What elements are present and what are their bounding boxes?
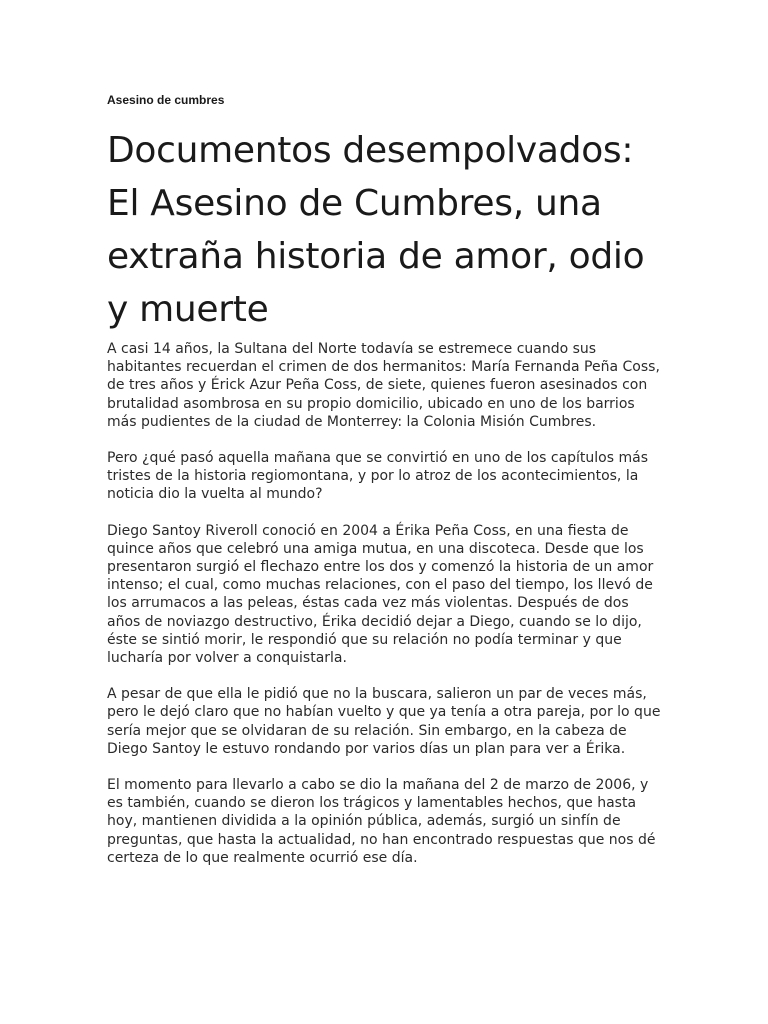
paragraph: Diego Santoy Riveroll conoció en 2004 a Érika Peña Coss, en una fiesta de quince años que celebró una amiga mutua, en una discoteca. Desde que los presentaron surgió el flechazo entre los dos y comenzó la historia de un amor intenso; el cual, como muchas relaciones, con el paso del tiempo, los llevó de los arrumacos a las peleas, éstas cada vez más violentas. Después de dos años de noviazgo destructivo, Érika decidió dejar a Diego, cuando se lo dijo, éste se sintió morir, le respondió que su relación no podía terminar y que lucharía por volver a conquistarla. (107, 522, 654, 667)
paragraph: Pero ¿qué pasó aquella mañana que se convirtió en uno de los capítulos más tristes de la historia regiomontana, y por lo atroz de los acontecimientos, la noticia dio la vuelta al mundo? (107, 450, 648, 503)
section-tag[interactable]: Asesino de cumbres (107, 93, 225, 107)
paragraph: A casi 14 años, la Sultana del Norte todavía se estremece cuando sus habitantes recuerdan el crimen de dos hermanitos: María Fernanda Peña Coss, de tres años y Érick Azur Peña Coss, de siete, quienes fueron asesinados con brutalidad asombrosa en su propio domicilio, ubicado en uno de los barrios más pudientes de la ciudad de Monterrey: la Colonia Misión Cumbres. (107, 341, 660, 430)
article-title: Documentos desempolvados: El Asesino de Cumbres, una extraña historia de amor, odio y muerte (107, 130, 645, 330)
article-body (107, 340, 663, 885)
paragraph: El momento para llevarlo a cabo se dio la mañana del 2 de marzo de 2006, y es también, cuando se dieron los trágicos y lamentables hechos, que hasta hoy, mantienen dividida a la opinión pública, además, surgió un sinfín de preguntas, que hasta la actualidad, no han encontrado respuestas que nos dé certeza de lo que realmente ocurrió ese día. (107, 777, 656, 866)
paragraph: A pesar de que ella le pidió que no la buscara, salieron un par de veces más, pero le dejó claro que no habían vuelto y que ya tenía a otra pareja, por lo que sería mejor que se olvidaran de su relación. Sin embargo, en la cabeza de Diego Santoy le estuvo rondando por varios días un plan para ver a Érika. (107, 686, 661, 757)
